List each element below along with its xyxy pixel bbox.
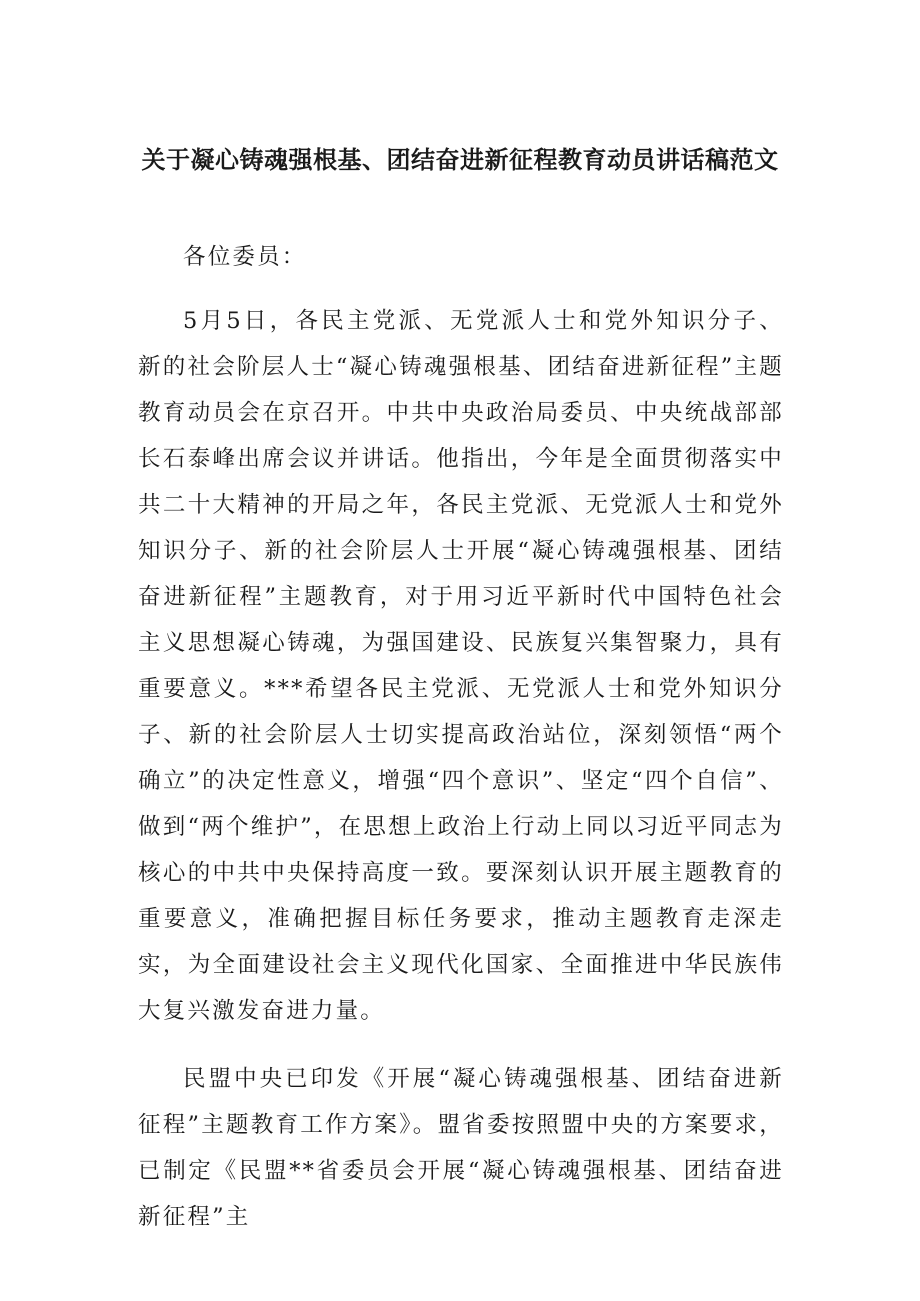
document-body (138, 234, 784, 1262)
document-title: 关于凝心铸魂强根基、团结奋进新征程教育动员讲话稿范文 (141, 146, 779, 174)
greeting-paragraph: 各位委员： (183, 244, 307, 270)
body-paragraph-2: 民盟中央已印发《开展“凝心铸魂强根基、团结奋进新征程”主题教育工作方案》。盟省委按照盟中央的方案要求，已制定《民盟**省委员会开展“凝心铸魂强根基、团结奋进新征程”主 (138, 1066, 784, 1230)
body-paragraph-1: 5月5日，各民主党派、无党派人士和党外知识分子、新的社会阶层人士“凝心铸魂强根基、团结奋进新征程”主题教育动员会在京召开。中共中央政治局委员、中央统战部部长石泰峰出席会议并讲话。他指出，今年是全面贯彻落实中共二十大精神的开局之年，各民主党派、无党派人士和党外知识分子、新的社会阶层人士开展“凝心铸魂强根基、团结奋进新征程”主题教育，对于用习近平新时代中国特色社会主义思想凝心铸魂，为强国建设、民族复兴集智聚力，具有重要意义。***希望各民主党派、无党派人士和党外知识分子、新的社会阶层人士切实提高政治站位，深刻领悟“两个确立”的决定性意义，增强“四个意识”、坚定“四个自信”、做到“两个维护”，在思想上政治上行动上同以习近平同志为核心的中共中央保持高度一致。要深刻认识开展主题教育的重要意义，准确把握目标任务要求，推动主题教育走深走实，为全面建设社会主义现代化国家、全面推进中华民族伟大复兴激发奋进力量。 (138, 308, 784, 1024)
